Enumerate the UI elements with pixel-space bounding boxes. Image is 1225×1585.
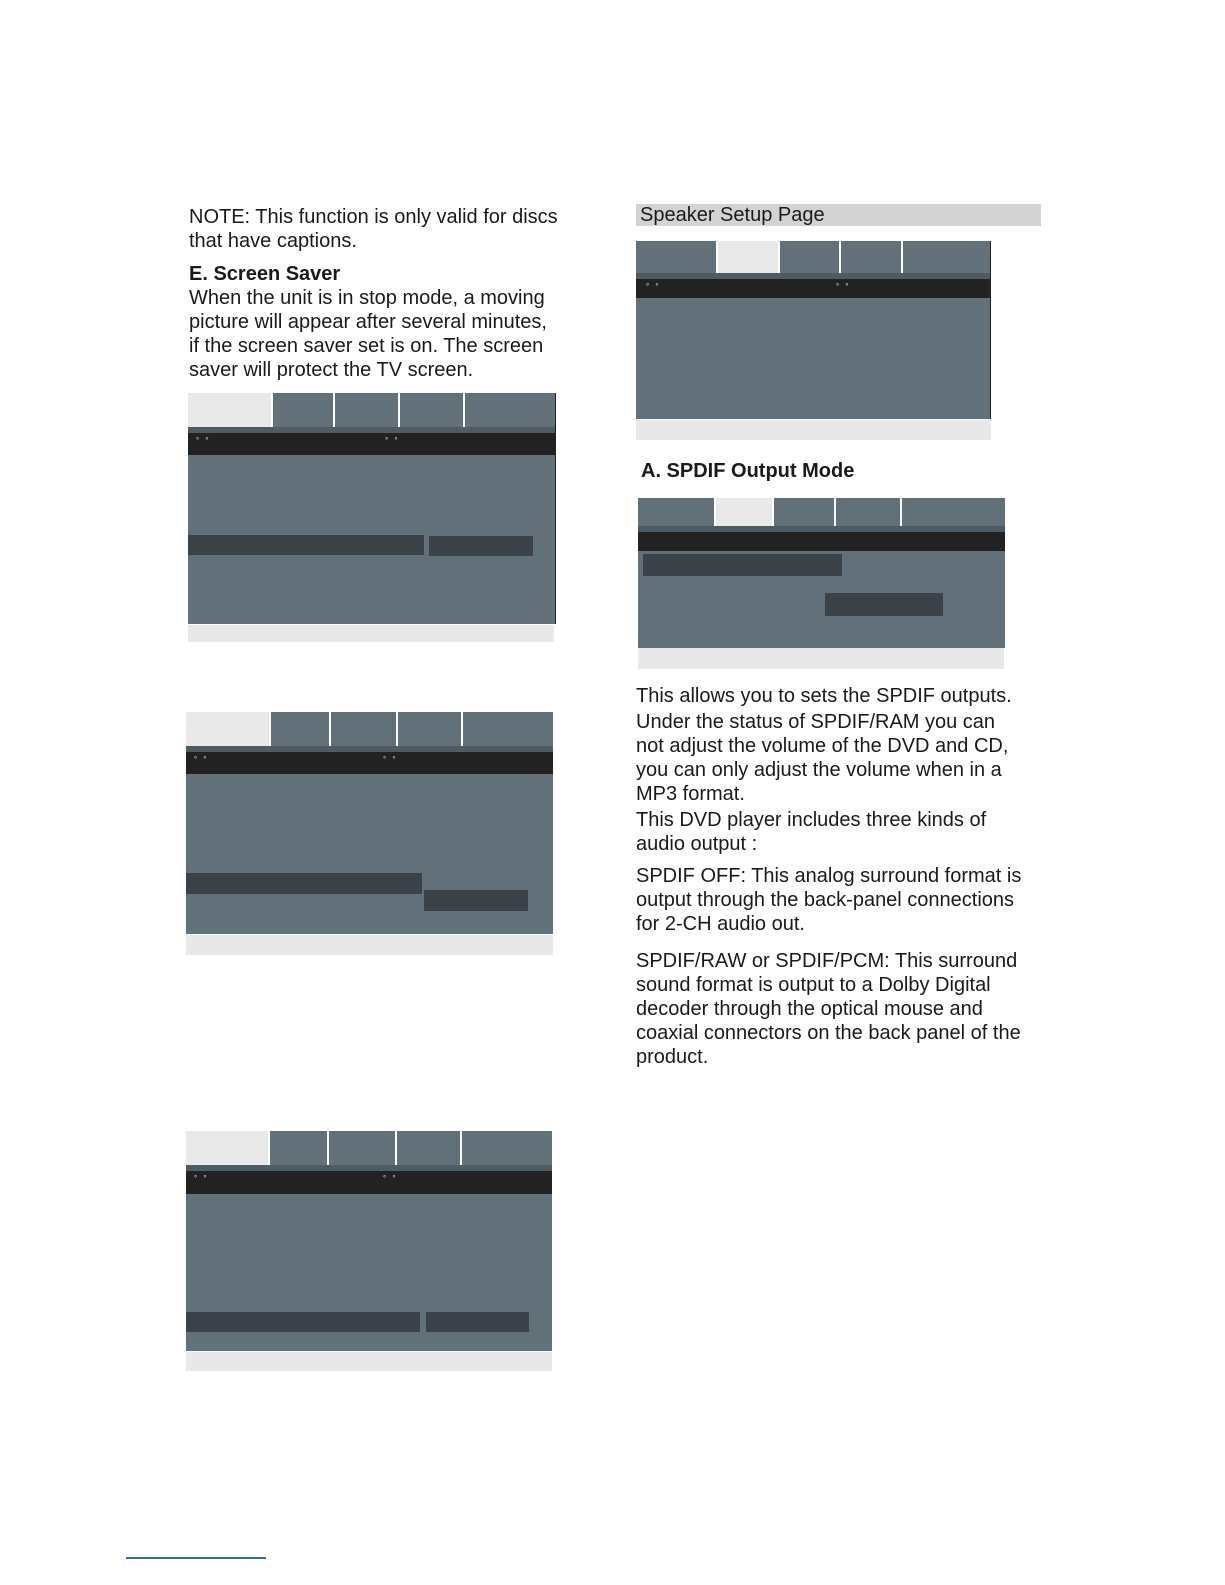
note-line: NOTE: This function is only valid for discs xyxy=(189,206,558,228)
screen-saver-line: When the unit is in stop mode, a moving xyxy=(189,287,545,309)
menu-screen-2 xyxy=(186,712,553,934)
selected-option-highlight[interactable] xyxy=(429,536,533,556)
menu-tab[interactable] xyxy=(902,498,1005,526)
body-line: sound format is output to a Dolby Digital xyxy=(636,974,991,996)
spdif-description xyxy=(636,684,1056,1069)
speaker-setup-page-title: Speaker Setup Page xyxy=(636,204,1041,226)
screen-edge xyxy=(990,241,991,419)
speaker-setup-screen xyxy=(636,241,991,419)
note-line: that have captions. xyxy=(189,230,357,252)
menu-tab[interactable] xyxy=(780,241,841,273)
selected-row-highlight[interactable] xyxy=(643,554,842,576)
header-dots: ° ° xyxy=(383,1174,398,1183)
body-line: SPDIF OFF: This analog surround format is xyxy=(636,865,1022,887)
menu-tab[interactable] xyxy=(273,393,335,427)
menu-tab[interactable] xyxy=(188,393,273,427)
header-dots: ° ° xyxy=(196,436,211,445)
menu-tab[interactable] xyxy=(397,1131,462,1165)
spdif-output-screen xyxy=(638,498,1005,648)
screen-edge xyxy=(555,393,556,624)
header-dots: ° ° xyxy=(194,1174,209,1183)
selected-row-highlight[interactable] xyxy=(186,873,422,894)
body-line: for 2-CH audio out. xyxy=(636,913,805,935)
menu-status-bar xyxy=(186,935,553,955)
body-line: Under the status of SPDIF/RAM you can xyxy=(636,711,996,733)
menu-tab[interactable] xyxy=(462,1131,552,1165)
menu-status-bar xyxy=(636,420,991,440)
menu-screen-1 xyxy=(188,393,556,624)
body-line: MP3 format. xyxy=(636,783,745,805)
selected-option-highlight[interactable] xyxy=(426,1312,529,1332)
menu-header-bar xyxy=(638,532,1005,551)
screen-saver-line: saver will protect the TV screen. xyxy=(189,359,474,381)
menu-tabs xyxy=(636,241,991,273)
menu-tab[interactable] xyxy=(400,393,465,427)
header-dots: ° ° xyxy=(836,282,851,291)
menu-tab[interactable] xyxy=(841,241,903,273)
screen-saver-line: if the screen saver set is on. The screen xyxy=(189,335,544,357)
menu-header-bar xyxy=(186,1171,552,1194)
body-line: not adjust the volume of the DVD and CD, xyxy=(636,735,1009,757)
menu-tab[interactable] xyxy=(636,241,718,273)
menu-tab[interactable] xyxy=(331,712,398,746)
menu-tabs xyxy=(186,1131,552,1165)
header-dots: ° ° xyxy=(383,755,398,764)
menu-tabs xyxy=(638,498,1005,526)
menu-tab[interactable] xyxy=(329,1131,397,1165)
screen-saver-line: picture will appear after several minutes, xyxy=(189,311,547,333)
body-line: audio output : xyxy=(636,833,758,855)
menu-status-bar xyxy=(188,625,554,642)
menu-tab[interactable] xyxy=(836,498,902,526)
selected-row-highlight[interactable] xyxy=(186,1312,420,1332)
menu-header-bar xyxy=(636,279,991,298)
menu-tab[interactable] xyxy=(335,393,400,427)
body-line: you can only adjust the volume when in a xyxy=(636,759,1002,781)
body-line: output through the back-panel connections xyxy=(636,889,1015,911)
footer-link-underline[interactable] xyxy=(126,1557,266,1559)
menu-tab[interactable] xyxy=(186,1131,270,1165)
menu-header-bar xyxy=(188,433,556,455)
menu-status-bar xyxy=(186,1352,552,1371)
menu-tab[interactable] xyxy=(465,393,556,427)
header-dots: ° ° xyxy=(194,755,209,764)
menu-tab[interactable] xyxy=(638,498,716,526)
menu-tab[interactable] xyxy=(398,712,463,746)
selected-option-highlight[interactable] xyxy=(424,890,528,911)
menu-tab[interactable] xyxy=(716,498,774,526)
menu-tab[interactable] xyxy=(463,712,553,746)
body-line: coaxial connectors on the back panel of the xyxy=(636,1022,1021,1044)
header-dots: ° ° xyxy=(646,282,661,291)
menu-tabs xyxy=(186,712,553,746)
body-line: decoder through the optical mouse and xyxy=(636,998,983,1020)
body-line: This DVD player includes three kinds of xyxy=(636,809,987,831)
spdif-output-mode-heading: A. SPDIF Output Mode xyxy=(641,460,855,482)
menu-tab[interactable] xyxy=(718,241,780,273)
selected-row-highlight[interactable] xyxy=(188,535,424,555)
body-line: SPDIF/RAW or SPDIF/PCM: This surround xyxy=(636,950,1018,972)
body-line: product. xyxy=(636,1046,709,1068)
menu-tab[interactable] xyxy=(270,1131,329,1165)
note-text xyxy=(189,205,589,253)
menu-tab[interactable] xyxy=(186,712,271,746)
menu-screen-3 xyxy=(186,1131,552,1351)
header-dots: ° ° xyxy=(385,436,400,445)
screen-saver-heading: E. Screen Saver xyxy=(189,263,341,285)
menu-tab[interactable] xyxy=(271,712,331,746)
menu-tabs xyxy=(188,393,556,427)
selected-option-highlight[interactable] xyxy=(825,593,943,616)
menu-status-bar xyxy=(638,648,1004,669)
body-line: This allows you to sets the SPDIF outputs. xyxy=(636,685,1012,707)
menu-tab[interactable] xyxy=(903,241,991,273)
menu-header-bar xyxy=(186,752,553,774)
menu-tab[interactable] xyxy=(774,498,836,526)
screen-saver-section xyxy=(189,262,589,382)
